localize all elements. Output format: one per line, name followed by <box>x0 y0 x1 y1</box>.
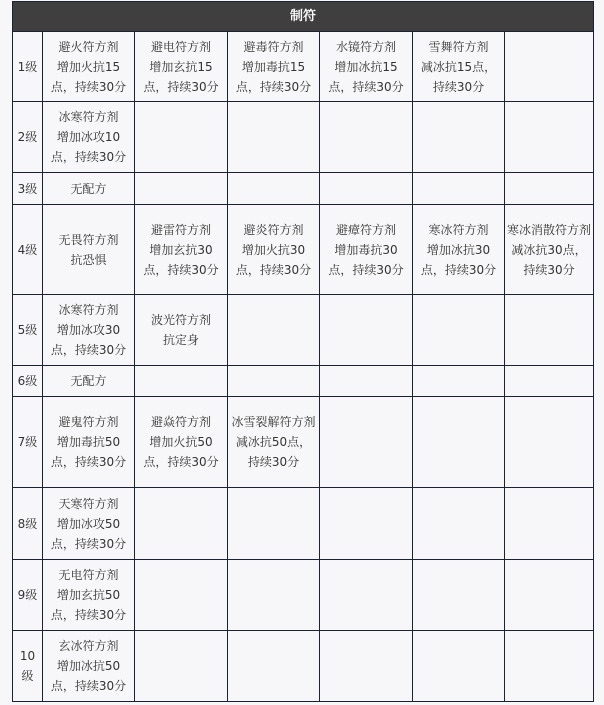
recipe-name: 冰雪裂解符方剂 <box>231 415 316 429</box>
table-row <box>13 295 594 366</box>
recipe-cell <box>135 205 228 295</box>
level-label: 1级 <box>13 32 43 102</box>
empty-cell <box>505 173 594 205</box>
recipe-effect-line: 减冰抗15点， <box>420 59 497 74</box>
empty-cell <box>135 488 228 560</box>
recipe-cell <box>505 205 594 295</box>
level-label: 5级 <box>13 295 43 366</box>
recipe-effect-line: 点，持续30分 <box>50 455 127 469</box>
recipe-effect-line: 增加玄抗15 <box>149 59 213 74</box>
recipe-effect-line: 持续30分 <box>523 262 575 277</box>
recipe-effect-line: 增加毒抗30 <box>334 242 398 257</box>
recipe-name: 避毒符方剂 <box>243 39 304 54</box>
table-row <box>13 560 594 631</box>
recipe-cell <box>43 295 135 366</box>
recipe-cell <box>228 205 320 295</box>
recipe-effect-line: 增加火抗30 <box>241 242 306 257</box>
recipe-effect-line: 点，持续30分 <box>420 262 497 277</box>
level-label: 6级 <box>13 366 43 397</box>
recipe-effect-line: 增加冰攻10 <box>56 130 121 144</box>
table-body <box>13 32 594 702</box>
level-label: 4级 <box>13 205 43 295</box>
recipe-cell <box>43 366 135 397</box>
empty-cell <box>413 102 505 173</box>
recipe-cell <box>43 560 135 631</box>
recipe-cell <box>43 488 135 560</box>
empty-cell <box>505 295 594 366</box>
table-row <box>13 102 594 173</box>
recipe-name: 避瘴符方剂 <box>335 222 396 237</box>
empty-cell <box>505 366 594 397</box>
recipe-name: 寒冰符方剂 <box>428 222 489 237</box>
recipe-cell <box>228 32 320 102</box>
level-label: 7级 <box>13 397 43 488</box>
recipe-effect-line: 增加冰抗15 <box>334 59 398 74</box>
table-row <box>13 366 594 397</box>
table-row <box>13 397 594 488</box>
empty-cell <box>320 295 413 366</box>
recipe-name: 避电符方剂 <box>150 39 211 54</box>
empty-cell <box>320 560 413 631</box>
table-row <box>13 32 594 102</box>
recipe-effect-line: 增加毒抗50 <box>56 435 121 449</box>
recipe-effect-line: 增加毒抗15 <box>241 59 306 74</box>
recipe-effect-line: 持续30分 <box>247 455 300 469</box>
empty-cell <box>413 488 505 560</box>
recipe-cell <box>43 631 135 702</box>
recipe-effect-line: 增加火抗50 <box>149 435 213 449</box>
recipe-cell <box>413 205 505 295</box>
recipe-name: 玄冰符方剂 <box>58 639 119 653</box>
recipe-effect-line: 点，持续30分 <box>328 79 404 94</box>
recipe-name: 避焱符方剂 <box>150 415 211 429</box>
table-header-row <box>13 2 594 32</box>
recipe-effect-line: 点，持续30分 <box>50 343 127 357</box>
table-row <box>13 205 594 295</box>
recipe-effect-line: 持续30分 <box>432 79 485 94</box>
empty-cell <box>135 366 228 397</box>
empty-cell <box>135 560 228 631</box>
empty-cell <box>413 173 505 205</box>
level-label: 10级 <box>13 631 43 702</box>
level-label: 8级 <box>13 488 43 560</box>
empty-cell <box>413 295 505 366</box>
table-row <box>13 173 594 205</box>
recipe-cell <box>43 102 135 173</box>
recipe-effect-line: 增加玄抗30 <box>149 242 213 257</box>
recipe-name: 雪舞符方剂 <box>428 39 489 54</box>
empty-cell <box>320 397 413 488</box>
empty-cell <box>320 102 413 173</box>
recipe-name: 水镜符方剂 <box>335 39 396 54</box>
empty-cell <box>228 173 320 205</box>
recipe-cell <box>135 397 228 488</box>
recipe-effect-line: 点，持续30分 <box>143 79 219 94</box>
recipe-table-container <box>12 1 594 702</box>
recipe-name: 避鬼符方剂 <box>58 415 119 429</box>
empty-cell <box>413 560 505 631</box>
talisman-recipe-table <box>12 1 594 702</box>
recipe-cell <box>43 397 135 488</box>
recipe-effect-line: 点，持续30分 <box>50 79 127 94</box>
empty-cell <box>320 631 413 702</box>
recipe-name: 冰寒符方剂 <box>58 303 119 317</box>
empty-cell <box>413 366 505 397</box>
recipe-effect-line: 增加玄抗50 <box>56 588 121 602</box>
empty-cell <box>505 631 594 702</box>
recipe-effect-line: 增加冰抗30 <box>426 242 491 257</box>
recipe-name: 无配方 <box>70 374 107 388</box>
recipe-name: 冰寒符方剂 <box>58 110 119 124</box>
table-row <box>13 631 594 702</box>
recipe-name: 无电符方剂 <box>58 568 119 582</box>
level-label: 2级 <box>13 102 43 173</box>
recipe-cell <box>413 32 505 102</box>
empty-cell <box>228 102 320 173</box>
empty-cell <box>320 366 413 397</box>
recipe-effect-line: 抗定身 <box>162 333 199 347</box>
recipe-name: 避炎符方剂 <box>243 222 304 237</box>
table-row <box>13 488 594 560</box>
empty-cell <box>505 560 594 631</box>
recipe-cell <box>43 173 135 205</box>
empty-cell <box>320 173 413 205</box>
empty-cell <box>228 295 320 366</box>
recipe-effect-line: 增加冰攻30 <box>56 323 121 337</box>
empty-cell <box>228 488 320 560</box>
recipe-effect-line: 抗恐惧 <box>70 252 107 267</box>
recipe-name: 天寒符方剂 <box>58 496 119 511</box>
empty-cell <box>135 173 228 205</box>
recipe-effect-line: 点，持续30分 <box>328 262 404 277</box>
empty-cell <box>228 631 320 702</box>
recipe-cell <box>43 32 135 102</box>
table-title: 制符 <box>13 2 594 32</box>
recipe-effect-line: 增加冰抗50 <box>56 659 121 673</box>
recipe-cell <box>43 205 135 295</box>
recipe-effect-line: 点，持续30分 <box>50 679 127 693</box>
recipe-name: 避火符方剂 <box>58 39 119 54</box>
recipe-cell <box>320 205 413 295</box>
empty-cell <box>413 397 505 488</box>
level-label: 9级 <box>13 560 43 631</box>
recipe-effect-line: 点，持续30分 <box>143 455 219 469</box>
empty-cell <box>505 102 594 173</box>
recipe-name: 无畏符方剂 <box>58 232 119 247</box>
recipe-cell <box>135 32 228 102</box>
recipe-effect-line: 点，持续30分 <box>50 150 127 164</box>
empty-cell <box>505 488 594 560</box>
empty-cell <box>135 631 228 702</box>
recipe-effect-line: 点，持续30分 <box>143 262 219 277</box>
empty-cell <box>505 397 594 488</box>
empty-cell <box>320 488 413 560</box>
recipe-name: 波光符方剂 <box>150 313 211 327</box>
empty-cell <box>135 102 228 173</box>
recipe-cell <box>228 397 320 488</box>
recipe-cell <box>135 295 228 366</box>
empty-cell <box>505 32 594 102</box>
recipe-effect-line: 增加冰攻50 <box>56 516 121 531</box>
empty-cell <box>228 366 320 397</box>
recipe-effect-line: 减冰抗50点， <box>235 435 312 449</box>
recipe-name: 避雷符方剂 <box>150 222 211 237</box>
level-label: 3级 <box>13 173 43 205</box>
recipe-effect-line: 增加火抗15 <box>56 59 121 74</box>
recipe-effect-line: 点，持续30分 <box>50 608 127 622</box>
empty-cell <box>228 560 320 631</box>
recipe-name: 无配方 <box>70 181 107 196</box>
recipe-name: 寒冰消散符方剂 <box>507 222 592 237</box>
recipe-effect-line: 减冰抗30点， <box>511 242 587 257</box>
recipe-effect-line: 点，持续30分 <box>235 79 312 94</box>
recipe-cell <box>320 32 413 102</box>
recipe-effect-line: 点，持续30分 <box>50 536 127 551</box>
recipe-effect-line: 点，持续30分 <box>235 262 312 277</box>
empty-cell <box>413 631 505 702</box>
